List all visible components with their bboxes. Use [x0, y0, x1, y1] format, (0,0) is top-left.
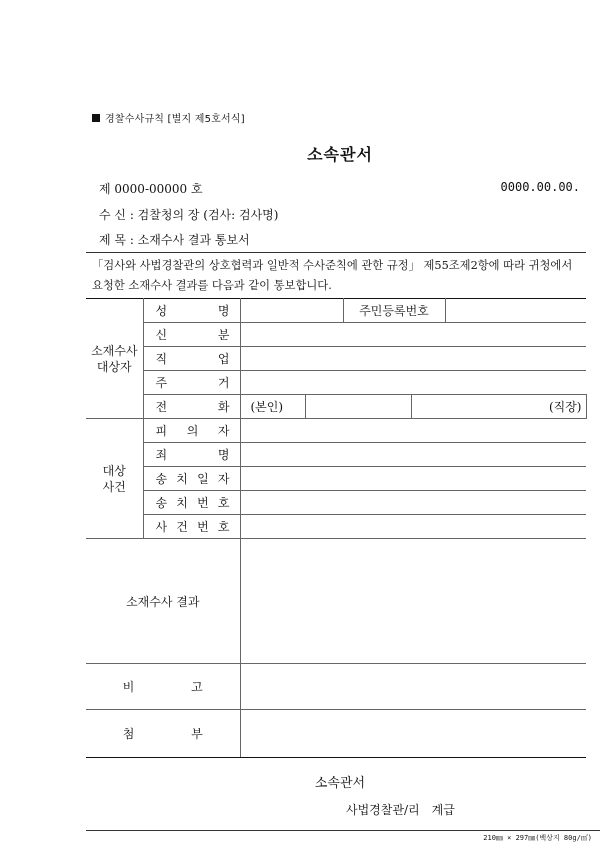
table-row	[86, 467, 586, 491]
target-person-group-label: 소재수사 대상자	[86, 299, 143, 419]
case-number-label: 사 건 번 호	[143, 515, 240, 539]
header-divider	[86, 252, 586, 253]
table-row	[86, 710, 586, 758]
table-row	[86, 395, 586, 419]
phone-self-label: (본인)	[240, 395, 305, 419]
form-caption-text: 경찰수사규칙 [별지 제5호서식]	[105, 114, 245, 125]
status-field[interactable]	[240, 323, 586, 347]
result-label: 소재수사 결과	[86, 539, 240, 664]
result-field[interactable]	[240, 539, 586, 664]
charge-label: 죄 명	[143, 443, 240, 467]
suspect-label: 피 의 자	[143, 419, 240, 443]
phone-label: 전 화	[143, 395, 240, 419]
document-title: 소속관서	[307, 145, 373, 164]
table-row	[86, 443, 586, 467]
officer-rank: 계급	[431, 803, 455, 817]
job-field[interactable]	[240, 347, 586, 371]
table-row	[86, 539, 586, 664]
target-case-group-label: 대상 사건	[86, 419, 143, 539]
case-number-field[interactable]	[240, 515, 586, 539]
table-row	[86, 323, 586, 347]
paper-size-note: 210㎜ × 297㎜(백상지 80g/㎡)	[483, 834, 592, 842]
resident-number-label: 주민등록번호	[343, 299, 445, 323]
document-number: 제 0000-00000 호	[99, 182, 203, 196]
name-label: 성 명	[143, 299, 240, 323]
square-bullet-icon	[92, 114, 100, 122]
transfer-number-field[interactable]	[240, 491, 586, 515]
transfer-date-label: 송 치 일 자	[143, 467, 240, 491]
phone-self-field[interactable]	[305, 395, 411, 419]
name-field[interactable]	[240, 299, 343, 323]
resident-number-field[interactable]	[445, 299, 586, 323]
officer-title: 사법경찰관/리	[346, 803, 420, 817]
table-row	[86, 664, 586, 710]
remarks-field[interactable]	[240, 664, 586, 710]
table-row	[86, 347, 586, 371]
footer-officer	[346, 801, 455, 818]
charge-field[interactable]	[240, 443, 586, 467]
table-row	[86, 515, 586, 539]
status-label: 신 분	[143, 323, 240, 347]
footer-divider	[86, 830, 600, 831]
transfer-date-field[interactable]	[240, 467, 586, 491]
attachment-field[interactable]	[240, 710, 586, 758]
table-row	[86, 491, 586, 515]
footer-office: 소속관서	[314, 776, 366, 791]
subject: 제 목 : 소재수사 결과 통보서	[99, 233, 250, 247]
notification-form-table	[86, 298, 586, 758]
address-field[interactable]	[240, 371, 586, 395]
address-label: 주 거	[143, 371, 240, 395]
job-label: 직 업	[143, 347, 240, 371]
table-row	[86, 371, 586, 395]
attachment-label: 첨 부	[86, 710, 240, 758]
remarks-label: 비 고	[86, 664, 240, 710]
document-date: 0000.00.00.	[500, 180, 580, 194]
phone-work-label: (직장)	[411, 395, 586, 419]
transfer-number-label: 송 치 번 호	[143, 491, 240, 515]
intro-text: 「검사와 사법경찰관의 상호협력과 일반적 수사준칙에 관한 규정」 제55조제2항에 따라 귀청에서 요청한 소재수사 결과를 다음과 같이 통보합니다.	[92, 259, 573, 292]
table-row	[86, 419, 586, 443]
form-caption	[92, 110, 245, 125]
suspect-field[interactable]	[240, 419, 586, 443]
table-row	[86, 299, 586, 323]
recipient: 수 신 : 검찰청의 장 (검사: 검사명)	[99, 208, 279, 222]
